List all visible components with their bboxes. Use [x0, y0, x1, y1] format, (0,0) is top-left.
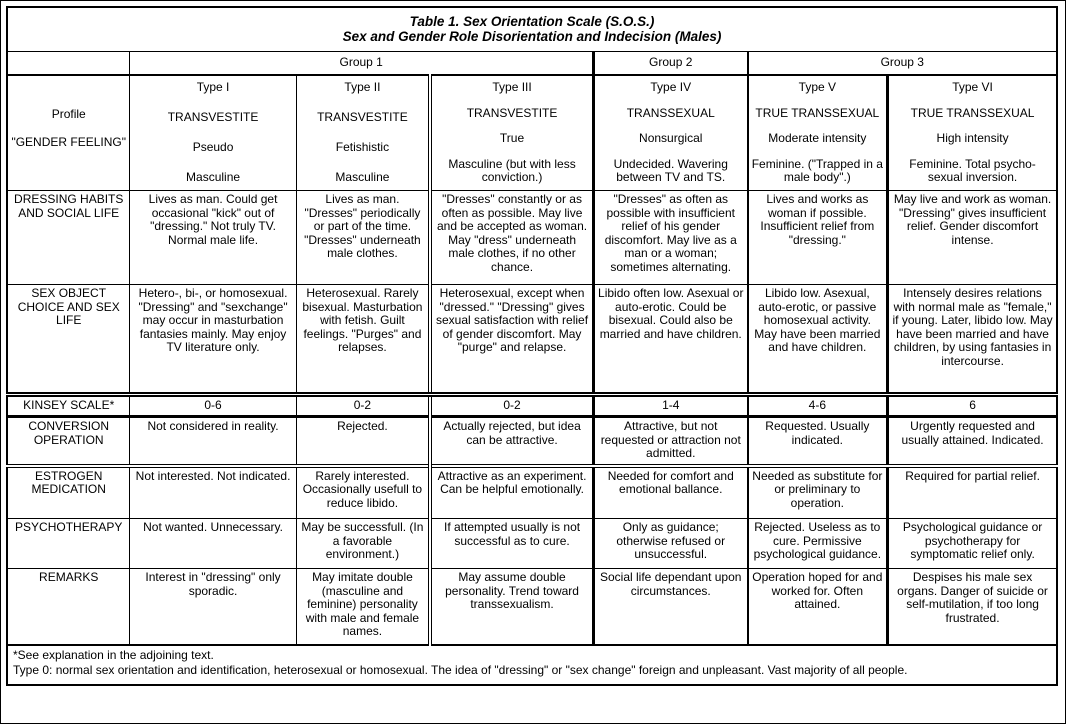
- profile-row-label: [7, 75, 130, 191]
- column-gender-feeling-text: Masculine: [335, 170, 390, 185]
- table-cell: Urgently requested and usually attained. Indicated.: [888, 417, 1057, 466]
- table-cell: Interest in "dressing" only sporadic.: [130, 569, 296, 645]
- type-column-header: [748, 75, 888, 191]
- column-type-label: Type VI: [952, 80, 993, 94]
- type-column-header: [430, 75, 593, 191]
- table-cell: Not interested. Not indicated.: [130, 466, 296, 519]
- group-header-row: [7, 51, 1057, 75]
- group-2-header: Group 2: [593, 51, 747, 75]
- column-diagnosis-label: TRUE TRANSSEXUAL: [910, 105, 1035, 120]
- type-column-header: [296, 75, 430, 191]
- group-3-header: Group 3: [748, 51, 1057, 75]
- sex-orientation-scale-table: [6, 6, 1058, 686]
- table-title-row: [7, 7, 1057, 51]
- type-column-header: [130, 75, 296, 191]
- table-cell: Psychological guidance or psychotherapy for symptomatic relief only.: [888, 519, 1057, 569]
- table-cell: Despises his male sex organs. Danger of suicide or self-mutilation, if too long frustrated.: [888, 569, 1057, 645]
- table-cell: 4-6: [748, 395, 888, 417]
- column-gender-feeling-text: Feminine. ("Trapped in a male body".): [751, 156, 883, 185]
- table-cell: Operation hoped for and worked for. Often attained.: [748, 569, 888, 645]
- column-gender-feeling-text: Masculine (but with less conviction.): [448, 156, 576, 185]
- table-cell: May imitate double (masculine and feminine) personality with male and female names.: [296, 569, 430, 645]
- table-title-line1: Table 1. Sex Orientation Scale (S.O.S.): [409, 14, 655, 29]
- group-1-header: Group 1: [130, 51, 593, 75]
- table-cell: Libido often low. Asexual or auto-erotic. Could be bisexual. Could also be married and have children.: [593, 285, 747, 395]
- table-row-psychotherapy: [7, 519, 1057, 569]
- table-cell: Lives as man. Could get occasional "kick" out of "dressing." Not truly TV. Normal male life.: [130, 191, 296, 285]
- table-cell: 0-6: [130, 395, 296, 417]
- column-gender-feeling-text: Masculine: [186, 170, 241, 185]
- column-subtype-label: High intensity: [936, 131, 1009, 146]
- table-cell: Social life dependant upon circumstances.: [593, 569, 747, 645]
- row-label-psychotherapy: PSYCHOTHERAPY: [7, 519, 130, 569]
- table-cell: Libido low. Asexual, auto-erotic, or passive homosexual activity. May have been married and have children.: [748, 285, 888, 395]
- profile-label-line2: "GENDER FEELING": [11, 135, 126, 149]
- table-cell: Not considered in reality.: [130, 417, 296, 466]
- table-cell: Requested. Usually indicated.: [748, 417, 888, 466]
- column-type-label: Type I: [196, 80, 230, 94]
- table-cell: May live and work as woman. "Dressing" gives insufficient relief. Gender discomfort intense.: [888, 191, 1057, 285]
- column-subtype-label: Pseudo: [192, 140, 234, 155]
- table-row-kinsey-scale: [7, 395, 1057, 417]
- table-cell: Needed for comfort and emotional ballance.: [593, 466, 747, 519]
- table-row-sex-object-choice: [7, 285, 1057, 395]
- profile-cell: [133, 81, 292, 185]
- column-gender-feeling-text: Undecided. Wavering between TV and TS.: [613, 156, 728, 185]
- table-cell: 0-2: [430, 395, 593, 417]
- column-subtype-label: Fetishistic: [335, 140, 390, 155]
- table-cell: Needed as substitute for or preliminary to operation.: [748, 466, 888, 519]
- type-column-header: [593, 75, 747, 191]
- row-label-remarks: REMARKS: [7, 569, 130, 645]
- footnote-type-0: Type 0: normal sex orientation and identification, heterosexual or homosexual. The idea of "dressing" or "sex change" foreign and unpleasant. Vast majority of all people.: [13, 662, 908, 677]
- footnote-row: [7, 645, 1057, 685]
- column-diagnosis-label: TRANSVESTITE: [466, 105, 558, 120]
- row-label-conversion-operation: CONVERSION OPERATION: [7, 417, 130, 466]
- footnote-asterisk: *See explanation in the adjoining text.: [13, 647, 214, 662]
- table-cell: "Dresses" constantly or as often as possible. May live and be accepted as woman. May "dress" underneath male clothes, if no other chance.: [430, 191, 593, 285]
- table-cell: Hetero-, bi-, or homosexual. "Dressing" and "sexchange" may occur in masturbation fantasies mainly. May enjoy TV literature only.: [130, 285, 296, 395]
- column-subtype-label: Nonsurgical: [639, 131, 703, 146]
- column-gender-feeling-text: Feminine. Total psycho-sexual inversion.: [909, 156, 1036, 185]
- table-row-dressing-habits: [7, 191, 1057, 285]
- profile-header-row: [7, 75, 1057, 191]
- profile-cell: [598, 81, 744, 185]
- column-type-label: Type II: [344, 80, 381, 94]
- column-diagnosis-label: TRUE TRANSSEXUAL: [755, 105, 880, 120]
- profile-cell: [752, 81, 884, 185]
- column-type-label: Type V: [798, 80, 837, 94]
- table-cell: Not wanted. Unnecessary.: [130, 519, 296, 569]
- table-cell: If attempted usually is not successful as to cure.: [430, 519, 593, 569]
- table-cell: 1-4: [593, 395, 747, 417]
- table-cell: Rejected.: [296, 417, 430, 466]
- table-cell: Only as guidance; otherwise refused or unsuccessful.: [593, 519, 747, 569]
- column-subtype-label: Moderate intensity: [768, 131, 867, 146]
- profile-cell: [892, 81, 1053, 185]
- table-cell: 0-2: [296, 395, 430, 417]
- table-cell: Required for partial relief.: [888, 466, 1057, 519]
- column-type-label: Type III: [492, 80, 532, 94]
- row-label-estrogen-medication: ESTROGEN MEDICATION: [7, 466, 130, 519]
- row-label-kinsey-scale: KINSEY SCALE*: [7, 395, 130, 417]
- table-cell: Lives as man. "Dresses" periodically or part of the time. "Dresses" underneath male clothes.: [296, 191, 430, 285]
- table-cell: May be successfull. (In a favorable environment.): [296, 519, 430, 569]
- table-cell: Actually rejected, but idea can be attractive.: [430, 417, 593, 466]
- table-cell: Rejected. Useless as to cure. Permissive psychological guidance.: [748, 519, 888, 569]
- table-title-cell: [7, 7, 1057, 51]
- column-subtype-label: True: [499, 131, 525, 146]
- column-diagnosis-label: TRANSSEXUAL: [626, 105, 715, 120]
- column-diagnosis-label: TRANSVESTITE: [167, 110, 259, 125]
- profile-label-group: [11, 94, 126, 164]
- table-cell: Attractive as an experiment. Can be helpful emotionally.: [430, 466, 593, 519]
- table-cell: Lives and works as woman if possible. Insufficient relief from "dressing.": [748, 191, 888, 285]
- footnote-cell: [7, 645, 1057, 685]
- table-cell: Heterosexual, except when "dressed." "Dressing" gives sexual satisfaction with relief of gender discomfort. May "purge" and relapse.: [430, 285, 593, 395]
- group-row-spacer: [7, 51, 130, 75]
- table-row-estrogen-medication: [7, 466, 1057, 519]
- table-cell: Heterosexual. Rarely bisexual. Masturbation with fetish. Guilt feelings. "Purges" and relapses.: [296, 285, 430, 395]
- table-cell: Attractive, but not requested or attraction not admitted.: [593, 417, 747, 466]
- table-title-line2: Sex and Gender Role Disorientation and Indecision (Males): [342, 29, 722, 45]
- row-label-sex-object-choice: SEX OBJECT CHOICE AND SEX LIFE: [7, 285, 130, 395]
- type-column-header: [888, 75, 1057, 191]
- table-row-conversion-operation: [7, 417, 1057, 466]
- profile-cell: [300, 81, 426, 185]
- row-label-dressing-habits: DRESSING HABITS AND SOCIAL LIFE: [7, 191, 130, 285]
- table-cell: Intensely desires relations with normal male as "female," if young. Later, libido low. May have been married and have children, by using fantasies in intercourse.: [888, 285, 1057, 395]
- table-cell: Rarely interested. Occasionally usefull to reduce libido.: [296, 466, 430, 519]
- table-cell: 6: [888, 395, 1057, 417]
- column-diagnosis-label: TRANSVESTITE: [317, 110, 408, 125]
- table-cell: May assume double personality. Trend toward transsexualism.: [430, 569, 593, 645]
- table-cell: "Dresses" as often as possible with insufficient relief of his gender discomfort. May live as a man or a woman; sometimes alternating.: [593, 191, 747, 285]
- profile-cell: [435, 81, 589, 185]
- column-type-label: Type IV: [650, 80, 692, 94]
- table-row-remarks: [7, 569, 1057, 645]
- profile-label-line1: Profile: [51, 107, 86, 122]
